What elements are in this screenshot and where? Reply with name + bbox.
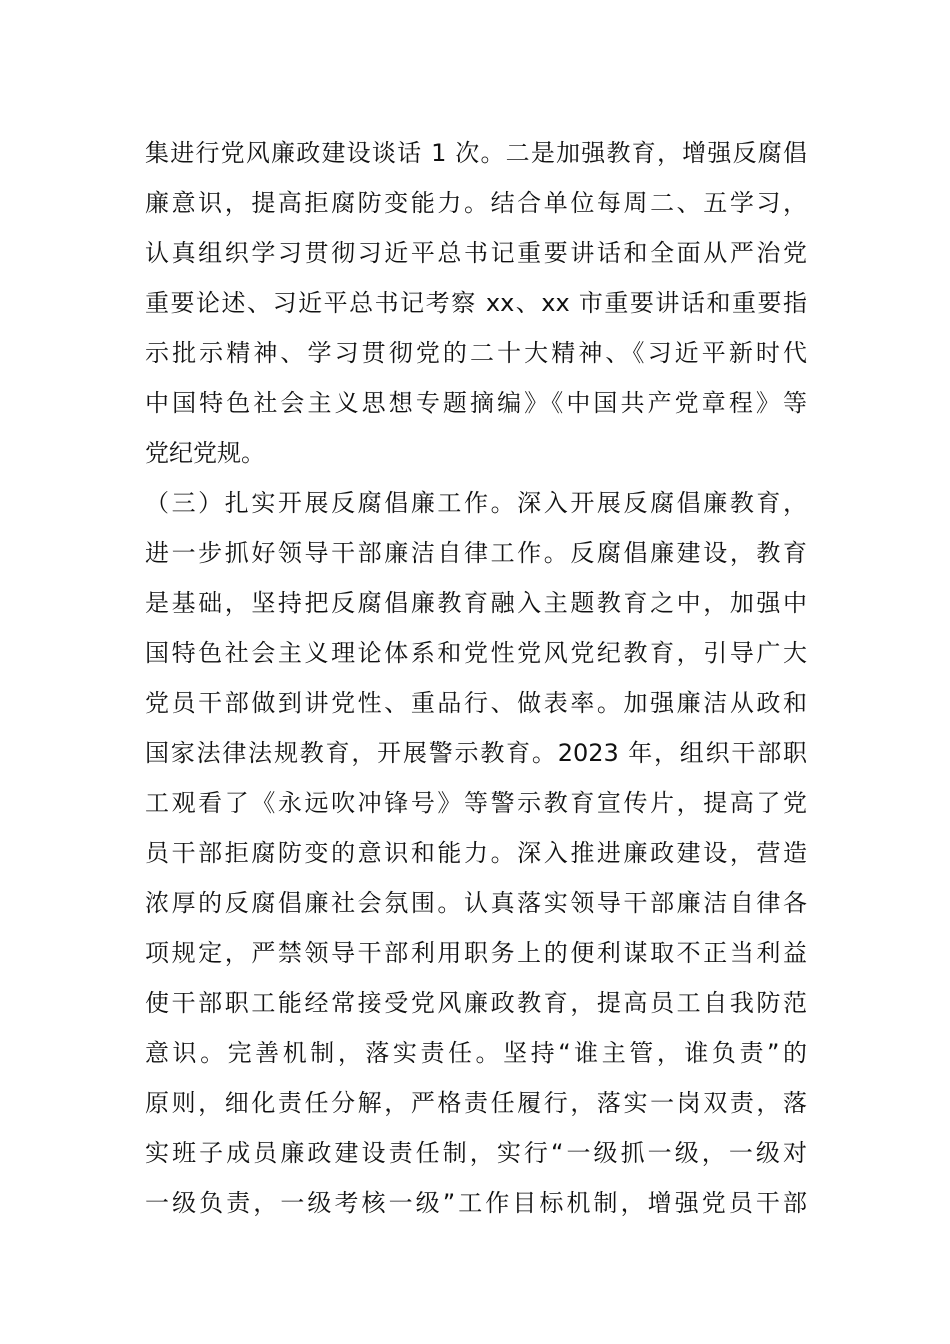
text-line: 工观看了《永远吹冲锋号》等警示教育宣传片，提高了党 [145,789,807,817]
text-line: 意识。完善机制，落实责任。坚持“谁主管，谁负责”的 [145,1039,807,1067]
text-line: 使干部职工能经常接受党风廉政教育，提高员工自我防范 [145,989,807,1017]
text-line: 是基础，坚持把反腐倡廉教育融入主题教育之中，加强中 [145,589,807,617]
text-line: 原则，细化责任分解，严格责任履行，落实一岗双责，落 [145,1089,807,1117]
text-line: 党纪党规。 [145,439,265,467]
text-line: 重要论述、习近平总书记考察 xx、xx 市重要讲话和重要指 [145,289,807,317]
document-body [145,128,807,1228]
text-line: 一级负责，一级考核一级”工作目标机制，增强党员干部 [145,1189,807,1217]
text-line: 国家法律法规教育，开展警示教育。2023 年，组织干部职 [145,739,807,767]
text-line: 党员干部做到讲党性、重品行、做表率。加强廉洁从政和 [145,689,807,717]
text-line: 认真组织学习贯彻习近平总书记重要讲话和全面从严治党 [145,239,807,267]
section-heading-line: （三）扎实开展反腐倡廉工作。深入开展反腐倡廉教育， [145,489,807,517]
text-line: 中国特色社会主义思想专题摘编》《中国共产党章程》等 [145,389,807,417]
text-line: 国特色社会主义理论体系和党性党风党纪教育，引导广大 [145,639,807,667]
text-line: 浓厚的反腐倡廉社会氛围。认真落实领导干部廉洁自律各 [145,889,807,917]
text-line: 员干部拒腐防变的意识和能力。深入推进廉政建设，营造 [145,839,807,867]
text-line: 实班子成员廉政建设责任制，实行“一级抓一级，一级对 [145,1139,807,1167]
text-line: 示批示精神、学习贯彻党的二十大精神、《习近平新时代 [145,339,807,367]
text-line: 项规定，严禁领导干部利用职务上的便利谋取不正当利益 [145,939,807,967]
text-line: 集进行党风廉政建设谈话 1 次。二是加强教育，增强反腐倡 [145,139,807,167]
text-line: 进一步抓好领导干部廉洁自律工作。反腐倡廉建设，教育 [145,539,807,567]
text-line: 廉意识，提高拒腐防变能力。结合单位每周二、五学习， [145,189,807,217]
